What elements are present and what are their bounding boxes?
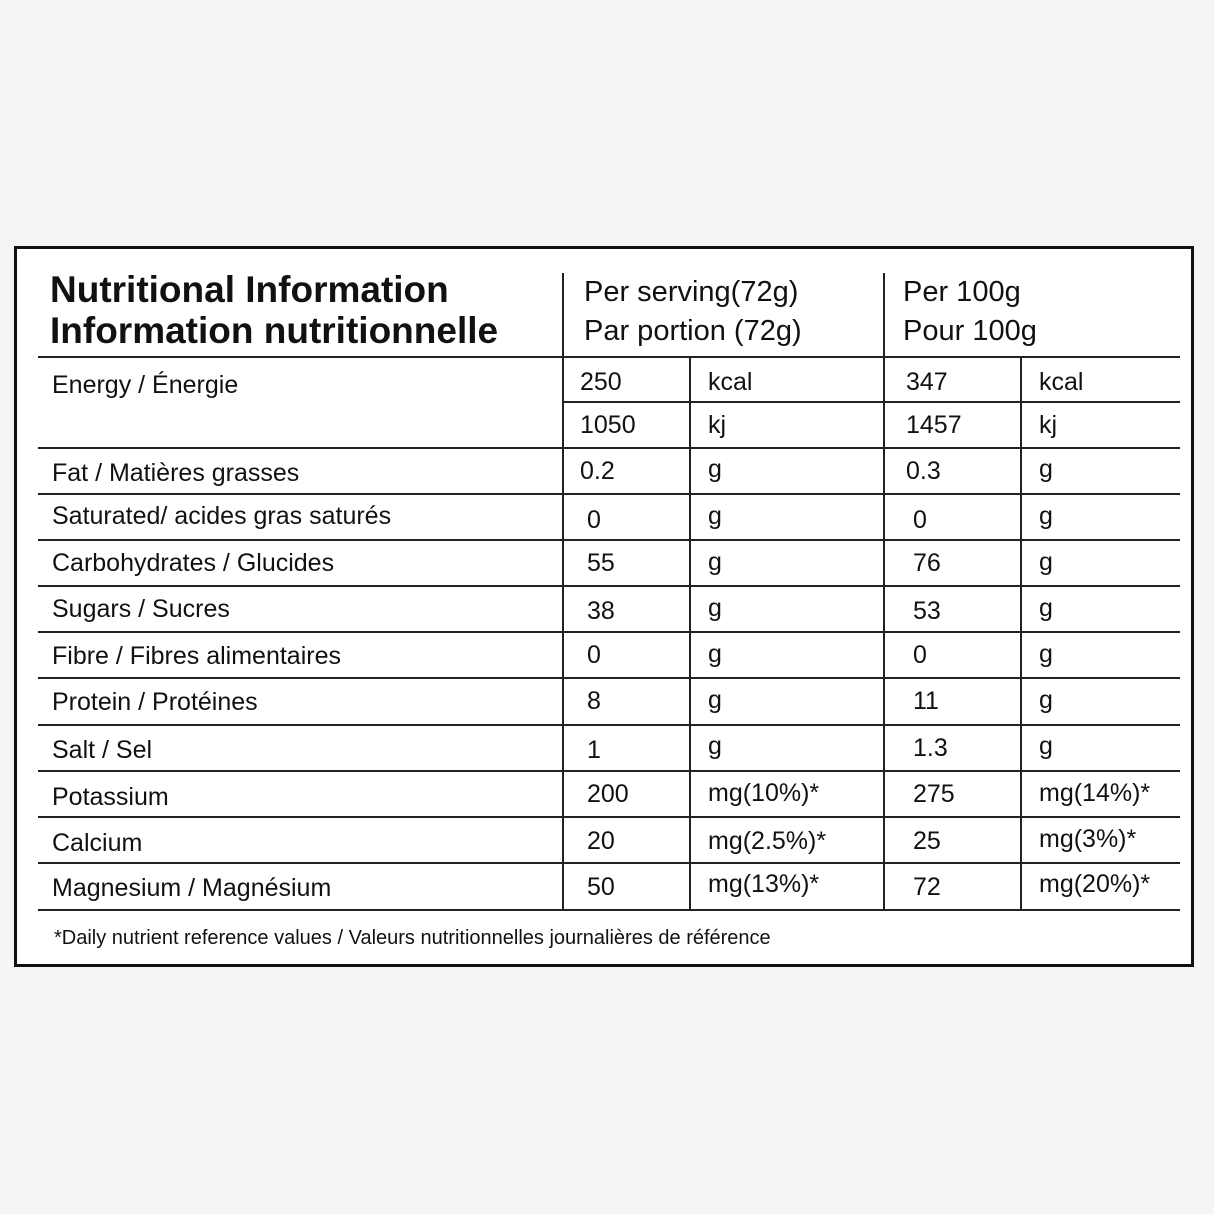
- energy-kcal-unit-serving: kcal: [708, 368, 753, 396]
- row-per100-unit: g: [1039, 502, 1053, 530]
- row-per100-value: 53: [913, 597, 941, 625]
- row-serving-value: 200: [587, 780, 629, 808]
- row-serving-unit: g: [708, 502, 722, 530]
- row-label: Carbohydrates / Glucides: [52, 549, 335, 577]
- row-serving-value: 0.2: [580, 457, 615, 485]
- rule: [38, 539, 1180, 541]
- footnote: *Daily nutrient reference values / Valeurs nutritionnelles journalières de référence: [54, 927, 771, 949]
- rule: [38, 493, 1180, 495]
- energy-label: Energy / Énergie: [52, 371, 239, 399]
- row-serving-value: 55: [587, 549, 615, 577]
- row-per100-value: 72: [913, 873, 941, 901]
- rule: [38, 770, 1180, 772]
- rule: [38, 724, 1180, 726]
- row-serving-unit: mg(2.5%)*: [708, 827, 827, 855]
- rule: [38, 862, 1180, 864]
- row-per100-value: 1.3: [913, 734, 948, 762]
- row-per100-unit: g: [1039, 640, 1053, 668]
- row-label: Fat / Matières grasses: [52, 459, 300, 487]
- per-serving-heading-fr: Par portion (72g): [584, 315, 802, 347]
- row-serving-unit: g: [708, 548, 722, 576]
- row-per100-unit: mg(3%)*: [1039, 825, 1137, 853]
- energy-kcal-serving: 250: [580, 368, 622, 396]
- energy-kj-serving: 1050: [580, 411, 636, 439]
- row-per100-unit: g: [1039, 455, 1053, 483]
- title-french: Information nutritionnelle: [50, 310, 499, 351]
- row-serving-value: 20: [587, 827, 615, 855]
- rule-energy-mid: [562, 401, 1180, 403]
- row-serving-value: 50: [587, 873, 615, 901]
- row-label: Calcium: [52, 829, 143, 857]
- row-per100-unit: g: [1039, 732, 1053, 760]
- row-per100-value: 275: [913, 780, 955, 808]
- energy-kj-unit-serving: kj: [708, 411, 727, 439]
- row-label: Protein / Protéines: [52, 688, 258, 716]
- divider-per100-unit: [1020, 356, 1022, 910]
- row-label: Saturated/ acides gras saturés: [52, 502, 392, 530]
- row-per100-unit: g: [1039, 594, 1053, 622]
- title-english: Nutritional Information: [50, 269, 449, 310]
- row-per100-value: 0.3: [906, 457, 941, 485]
- rule: [38, 677, 1180, 679]
- per-100g-heading-fr: Pour 100g: [903, 315, 1037, 347]
- energy-kj-unit-per100: kj: [1039, 411, 1058, 439]
- row-per100-value: 0: [913, 506, 927, 534]
- rule-bottom: [38, 909, 1180, 911]
- rule: [38, 585, 1180, 587]
- row-serving-value: 0: [587, 641, 601, 669]
- row-per100-unit: mg(14%)*: [1039, 779, 1151, 807]
- energy-kcal-unit-per100: kcal: [1039, 368, 1084, 396]
- row-per100-unit: g: [1039, 686, 1053, 714]
- row-serving-value: 1: [587, 736, 601, 764]
- row-per100-value: 11: [913, 687, 939, 715]
- row-per100-value: 76: [913, 549, 941, 577]
- rule: [38, 816, 1180, 818]
- rule: [38, 631, 1180, 633]
- row-serving-unit: g: [708, 455, 722, 483]
- rule: [38, 447, 1180, 449]
- row-serving-value: 8: [587, 687, 601, 715]
- row-serving-value: 0: [587, 506, 601, 534]
- energy-kj-per100: 1457: [906, 411, 962, 439]
- row-serving-unit: g: [708, 686, 722, 714]
- row-serving-unit: g: [708, 732, 722, 760]
- row-serving-unit: g: [708, 640, 722, 668]
- divider-per100: [883, 273, 885, 910]
- row-serving-unit: g: [708, 594, 722, 622]
- row-per100-value: 25: [913, 827, 941, 855]
- nutrition-panel: [14, 246, 1194, 967]
- row-label: Potassium: [52, 783, 169, 811]
- divider-serving: [562, 273, 564, 910]
- row-serving-value: 38: [587, 597, 615, 625]
- row-per100-unit: mg(20%)*: [1039, 870, 1151, 898]
- row-per100-value: 0: [913, 641, 927, 669]
- per-100g-heading-en: Per 100g: [903, 276, 1021, 308]
- row-serving-unit: mg(13%)*: [708, 870, 820, 898]
- row-label: Fibre / Fibres alimentaires: [52, 642, 341, 670]
- rule-header: [38, 356, 1180, 358]
- per-serving-heading-en: Per serving(72g): [584, 276, 799, 308]
- row-label: Sugars / Sucres: [52, 595, 230, 623]
- divider-serving-unit: [689, 356, 691, 910]
- row-label: Magnesium / Magnésium: [52, 874, 332, 902]
- row-label: Salt / Sel: [52, 736, 153, 764]
- energy-kcal-per100: 347: [906, 368, 948, 396]
- row-per100-unit: g: [1039, 548, 1053, 576]
- row-serving-unit: mg(10%)*: [708, 779, 820, 807]
